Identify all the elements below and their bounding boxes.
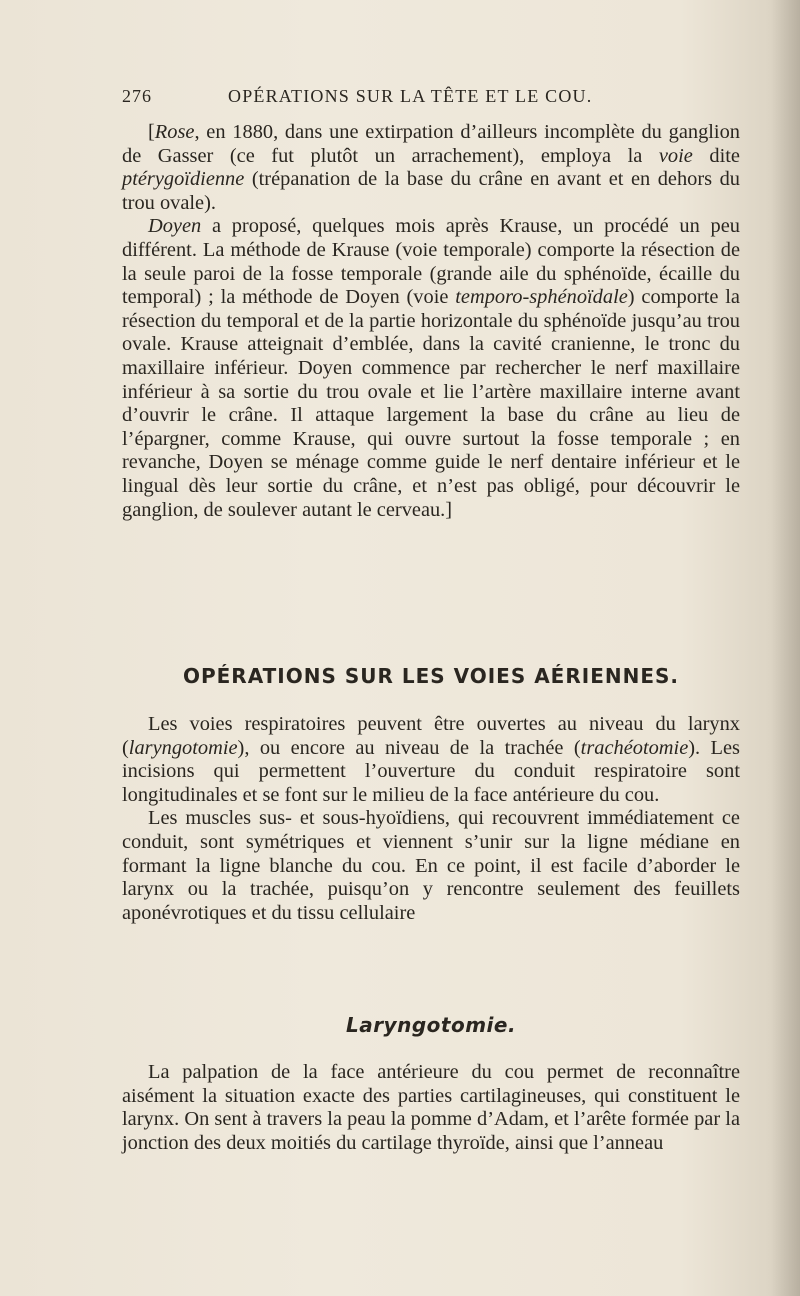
paragraph-muscles: Les muscles sus- et sous-hyoïdiens, qui recouvrent immédiatement ce conduit, sont symétriques et viennent s’unir sur la ligne médiane en formant la ligne blanche du cou. En ce point, il est facile d’aborder le larynx ou la trachée, puisqu’on y rencontre seulement des feuillets aponévrotiques et du tissu cellulaire [122, 807, 740, 924]
paragraph-palpation [122, 1061, 740, 1155]
term-temporo-sphenoidale: temporo-sphénoïdale [455, 286, 628, 309]
paragraph-doyen: Doyen a proposé, quelques mois après Krause, un procédé un peu différent. La méthode de Krause (voie temporale) comporte la résection de la seule paroi de la fosse temporale (grande aile du sphénoïde, écaille du temporal) ; la méthode de Doyen (voie temporo-sphénoïdale) comporte la résection du temporal et de la partie horizontale du sphénoïde jusqu’au trou ovale. Krause atteignait d’emblée, dans la cavité cranienne, le tronc du maxillaire inférieur. Doyen commence par rechercher le nerf maxillaire inférieur à sa sortie du trou ovale et lie l’artère maxillaire interne avant d’ouvrir le crâne. Il attaque largement la base du crâne au lieu de l’épargner, comme Krause, qui ouvre surtout la fosse temporale ; en revanche, Doyen se ménage comme guide le nerf dentaire inférieur et le lingual dès leur sortie du crâne, et n’est pas obligé, pour découvrir le ganglion, de soulever autant le cerveau.] [122, 215, 740, 521]
page-number: 276 [122, 86, 152, 106]
page-header [122, 86, 740, 112]
paragraph-voies-respiratoires: Les voies respiratoires peuvent être ouvertes au niveau du larynx (laryngotomie), ou encore au niveau de la trachée (trachéotomie). Les incisions qui permettent l’ouverture du conduit respiratoire sont longitudinales et se font sur le milieu de la face antérieure du cou. [122, 713, 740, 806]
running-title: OPÉRATIONS SUR LA TÊTE ET LE COU. [228, 86, 593, 106]
term-laryngotomie: laryngotomie [128, 736, 238, 759]
name-rose: Rose [154, 121, 195, 143]
term-pterygoidienne: ptérygoïdienne [122, 168, 245, 191]
term-tracheotomie: trachéotomie [580, 736, 689, 759]
paragraph-palpation-text: La palpation de la face antérieure du cou permet de reconnaître aisément la situation exacte des parties cartilagineuses, qui constituent le larynx. On sent à travers la peau la pomme d’Adam, et l’arête formée par la jonction des deux moitiés du cartilage thyroïde, ainsi que l’anneau [122, 1061, 740, 1154]
paragraph-krause-doyen [122, 121, 740, 522]
term-voie: voie [658, 144, 693, 167]
paragraph-rose: [Rose, en 1880, dans une extirpation d’ailleurs incomplète du ganglion de Gasser (ce fut plutôt un arrachement), employa la voie dite ptérygoïdienne (trépanation de la base du crâne en avant et en dehors du trou ovale). [122, 121, 740, 214]
section-body [122, 713, 740, 925]
name-doyen: Doyen [148, 215, 202, 238]
page-edge-shadow [772, 0, 800, 1296]
section-heading: OPÉRATIONS SUR LES VOIES AÉRIENNES. [182, 664, 679, 688]
subheading-laryngotomie: Laryngotomie. [345, 1013, 517, 1037]
